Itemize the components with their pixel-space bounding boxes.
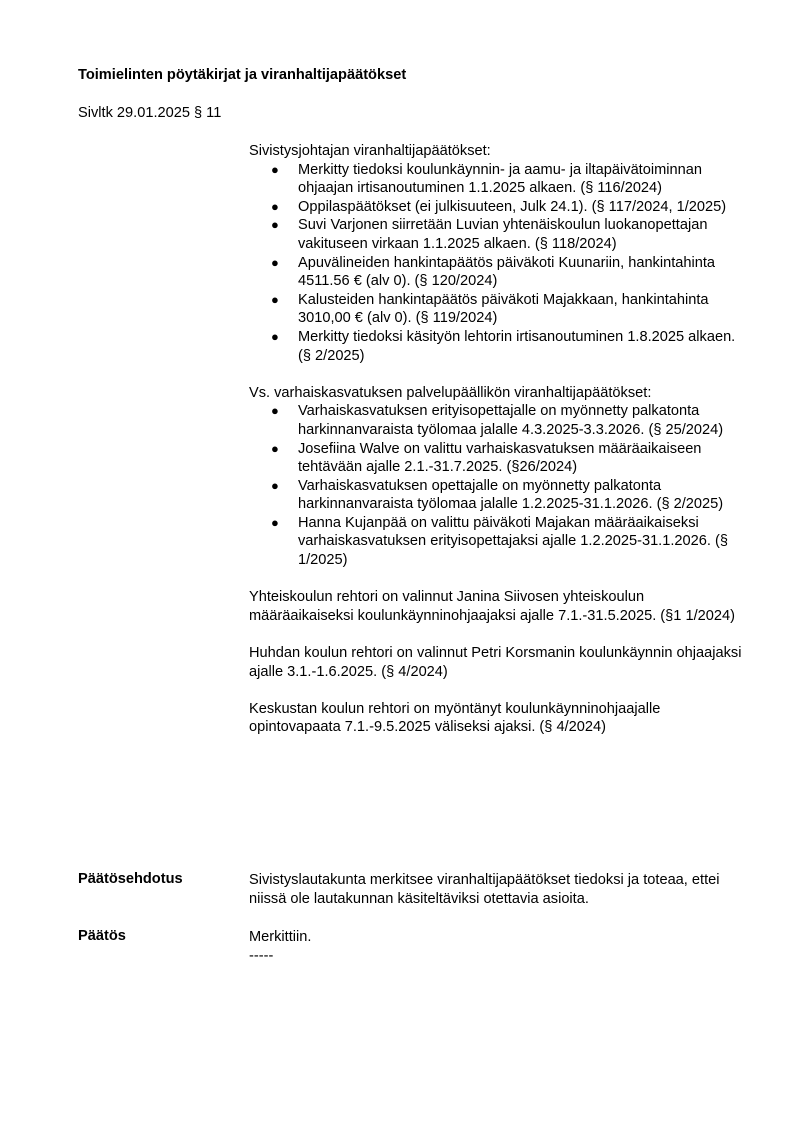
list-item: ● Apuvälineiden hankintapäätös päiväkoti Kuunariin, hankintahinta 4511.56 € (alv 0). (§ 120/2024)	[271, 254, 716, 290]
bullet-icon: ●	[271, 440, 279, 456]
bullet-icon: ●	[271, 514, 279, 530]
director-decisions-list	[249, 161, 749, 366]
list-item: ● Varhaiskasvatuksen erityisopettajalle on myönnetty palkatonta harkinnanvaraista työlomaa jalalle 4.3.2025-3.3.2026. (§ 25/2024)	[271, 403, 724, 438]
list-item: ● Varhaiskasvatuksen opettajalle on myönnetty palkatonta harkinnanvaraista työlomaa jalalle 1.2.2025-31.1.2026. (§ 2/2025)	[271, 477, 724, 513]
list-item: ● Kalusteiden hankintapäätös päiväkoti Majakkaan, hankintahinta 3010,00 € (alv 0). (§ 119/2024)	[271, 291, 709, 327]
list-item: ● Hanna Kujanpää on valittu päiväkoti Majakan määräaikaiseksi varhaiskasvatuksen erityisopettajaksi ajalle 1.2.2025-31.1.2026. (§ 1/2025)	[271, 514, 728, 569]
list-item: ● Merkitty tiedoksi koulunkäynnin- ja aamu- ja iltapäivätoiminnan ohjaajan irtisanoutuminen 1.1.2025 alkaen. (§ 116/2024)	[271, 161, 702, 197]
section-heading-early-education: Vs. varhaiskasvatuksen palvelupäällikön viranhaltijapäätökset:	[249, 384, 652, 401]
proposal-label: Päätösehdotus	[78, 871, 183, 887]
decision-label: Päätös	[78, 928, 126, 944]
bullet-icon: ●	[271, 291, 279, 307]
bullet-icon: ●	[271, 161, 279, 177]
end-mark: -----	[249, 947, 274, 964]
bullet-icon: ●	[271, 217, 279, 233]
bullet-icon: ●	[271, 403, 279, 419]
proposal-text: Sivistyslautakunta merkitsee viranhaltijapäätökset tiedoksi ja toteaa, ettei niissä ole lautakunnan käsiteltäviksi otettavia asioita.	[249, 872, 720, 907]
bullet-icon: ●	[271, 328, 279, 344]
section-heading-director: Sivistysjohtajan viranhaltijapäätökset:	[249, 143, 491, 159]
bullet-icon: ●	[271, 254, 279, 270]
paragraph-keskusta: Keskustan koulun rehtori on myöntänyt koulunkäynninohjaajalle opintovapaata 7.1.-9.5.2025 väliseksi ajaksi. (§ 4/2024)	[249, 700, 661, 736]
paragraph-huhta: Huhdan koulun rehtori on valinnut Petri Korsmanin koulunkäynnin ohjaajaksi ajalle 3.1.-1.6.2025. (§ 4/2024)	[249, 645, 742, 680]
early-education-decisions-list	[249, 402, 749, 569]
decision-content	[249, 142, 749, 737]
list-item: ● Suvi Varjonen siirretään Luvian yhtenäiskoulun luokanopettajan vakituseen virkaan 1.1.2025 alkaen. (§ 118/2024)	[271, 217, 708, 252]
meeting-reference: Sivltk 29.01.2025 § 11	[78, 105, 222, 121]
bullet-icon: ●	[271, 477, 279, 493]
list-item: ● Oppilaspäätökset (ei julkisuuteen, Julk 24.1). (§ 117/2024, 1/2025)	[271, 198, 727, 215]
list-item: ● Josefiina Walve on valittu varhaiskasvatuksen määräaikaiseen tehtävään ajalle 2.1.-31.7.2025. (§26/2024)	[271, 440, 702, 476]
decision-value: Merkittiin.	[249, 929, 312, 945]
paragraph-yhteiskoulu: Yhteiskoulun rehtori on valinnut Janina Siivosen yhteiskoulun määräaikaiseksi koulunkäynninohjaajaksi ajalle 7.1.-31.5.2025. (§1 1/2024)	[249, 589, 735, 624]
list-item: ● Merkitty tiedoksi käsityön lehtorin irtisanoutuminen 1.8.2025 alkaen. (§ 2/2025)	[271, 328, 736, 364]
document-title: Toimielinten pöytäkirjat ja viranhaltijapäätökset	[78, 67, 407, 83]
decision-text	[249, 928, 749, 965]
bullet-icon: ●	[271, 198, 279, 214]
